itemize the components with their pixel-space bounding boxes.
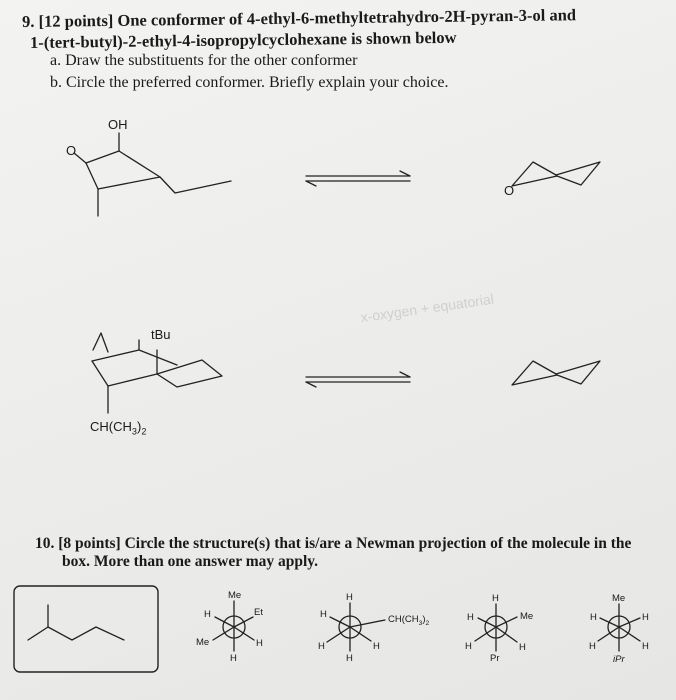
newman3-upper-left-label: H: [467, 612, 474, 623]
newman1-upper-right-label: Et: [254, 607, 263, 618]
cyclohexane-chair-structure: [92, 333, 222, 413]
newman2-right-label: $CH(CH_3)_2$: [388, 614, 430, 627]
newman3-upper-right-label: Me: [520, 611, 534, 622]
newman3-lower-right-label: H: [519, 642, 526, 653]
isopropyl-label: $CH(CH_3)_2$: [90, 419, 147, 437]
question-9-title-line2: 1-(tert-butyl)-2-ethyl-4-isopropylcyclohexane is shown below: [30, 27, 457, 52]
skeletal-molecule: [28, 627, 124, 640]
newman-projection-4: [598, 604, 640, 651]
newman1-upper-left-label: H: [204, 609, 211, 620]
newman1-bottom-label: H: [230, 653, 237, 664]
equilibrium-arrows-1: [306, 171, 410, 186]
question-10-title-line2: box. More than one answer may apply.: [62, 553, 319, 570]
newman1-lower-right-label: H: [256, 638, 263, 649]
newman4-top-label: Me: [612, 593, 626, 604]
newman-projection-3: [475, 604, 517, 651]
empty-chair-2: [512, 361, 600, 385]
newman1-lower-left-label: Me: [196, 637, 210, 648]
newman3-lower-left-label: H: [465, 641, 472, 652]
newman2-top-label: H: [346, 592, 353, 603]
newman3-bottom-label: Pr: [490, 653, 500, 664]
newman2-lower-left-label: H: [318, 641, 325, 652]
empty-chair-1: [512, 162, 600, 186]
newman4-bottom-label: iPr: [613, 654, 625, 665]
newman2-lower-right-label: H: [373, 641, 380, 652]
oh-label: OH: [108, 117, 128, 132]
question-10-title: 10. [8 points] Circle the structure(s) that is/are a Newman projection of the molecule in the: [35, 535, 632, 552]
pyranol-chair-structure: [74, 133, 231, 216]
question-9-title: 9. [12 points] One conformer of 4-ethyl-6-methyltetrahydro-2H-pyran-3-ol and: [22, 5, 577, 31]
newman4-upper-left-label: H: [590, 612, 597, 623]
molecule-box: [14, 586, 158, 672]
tbu-label: tBu: [151, 327, 171, 342]
newman2-bottom-label: H: [346, 653, 353, 664]
newman4-upper-right-label: H: [642, 612, 649, 623]
question-9-part-b: b. Circle the preferred conformer. Briefly explain your choice.: [50, 74, 449, 91]
newman1-top-label: Me: [228, 590, 242, 601]
newman3-top-label: H: [492, 593, 499, 604]
equilibrium-arrows-2: [306, 372, 410, 387]
question-9-part-a: a. Draw the substituents for the other conformer: [50, 52, 358, 69]
newman2-upper-left-label: H: [320, 609, 327, 620]
ring-oxygen-label-2: O: [504, 183, 515, 198]
background-bleed-text: x-oxygen + equatorial: [359, 290, 495, 326]
newman4-lower-right-label: H: [642, 641, 649, 652]
newman4-lower-left-label: H: [589, 641, 596, 652]
ring-oxygen-label: O: [66, 143, 77, 158]
newman-projection-1: [213, 601, 254, 651]
